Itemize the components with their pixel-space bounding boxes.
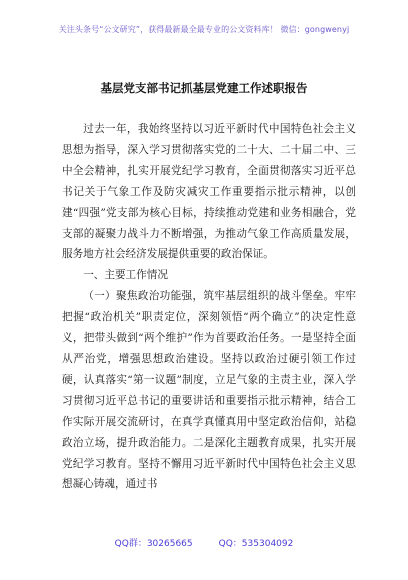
section-heading: 一、主要工作情况 — [83, 269, 168, 282]
footer-qq-group: QQ群：30265665 — [114, 539, 193, 549]
paragraph-intro: 过去一年，我始终坚持以习近平新时代中国特色社会主义思想为指导，深入学习贯彻落实党的二十大、二十届二中、三中全会精神，扎实开展党纪学习教育，全面贯彻落实习近平总书记关于气象工作及防灾减灾工作重要指示批示精神，以创建“四强”党支部为核心目标，持续推动党建和业务相融合，党支部的凝聚力战斗力不断增强，为推动气象工作高质量发展，服务地方社会经济发展提供重要的政治保证。 — [62, 123, 356, 261]
footer-contact — [0, 536, 408, 549]
header-ad-text: 关注头条号“公文研究”，获得最新最全最专业的公文资料库！ 微信：gongwenyj — [58, 25, 350, 34]
document-title: 基层党支部书记抓基层党建工作述职报告 — [100, 81, 308, 95]
document-body — [62, 119, 356, 495]
paragraph-section-1: （一）聚焦政治功能强，筑牢基层组织的战斗堡垒。牢牢把握“政治机关”职责定位，深刻领悟“两个确立”的决定性意义，把带头做到“两个维护”作为首要政治任务。一是坚持全面从严治党，增强思想政治建设。坚持以政治过硬引领工作过硬，认真落实“第一议题”制度，立足气象的主责主业，深入学习贯彻习近平总书记的重要讲话和重要指示批示精神，结合工作实际开展交流研讨，在真学真懂真用中坚定政治信仰，站稳政治立场，提升政治能力。二是深化主题教育成果，扎实开展党纪学习教育。坚持不懈用习近平新时代中国特色社会主义思想凝心铸魂，通过书 — [62, 290, 356, 491]
footer-qq-number: QQ：535304092 — [218, 539, 294, 549]
